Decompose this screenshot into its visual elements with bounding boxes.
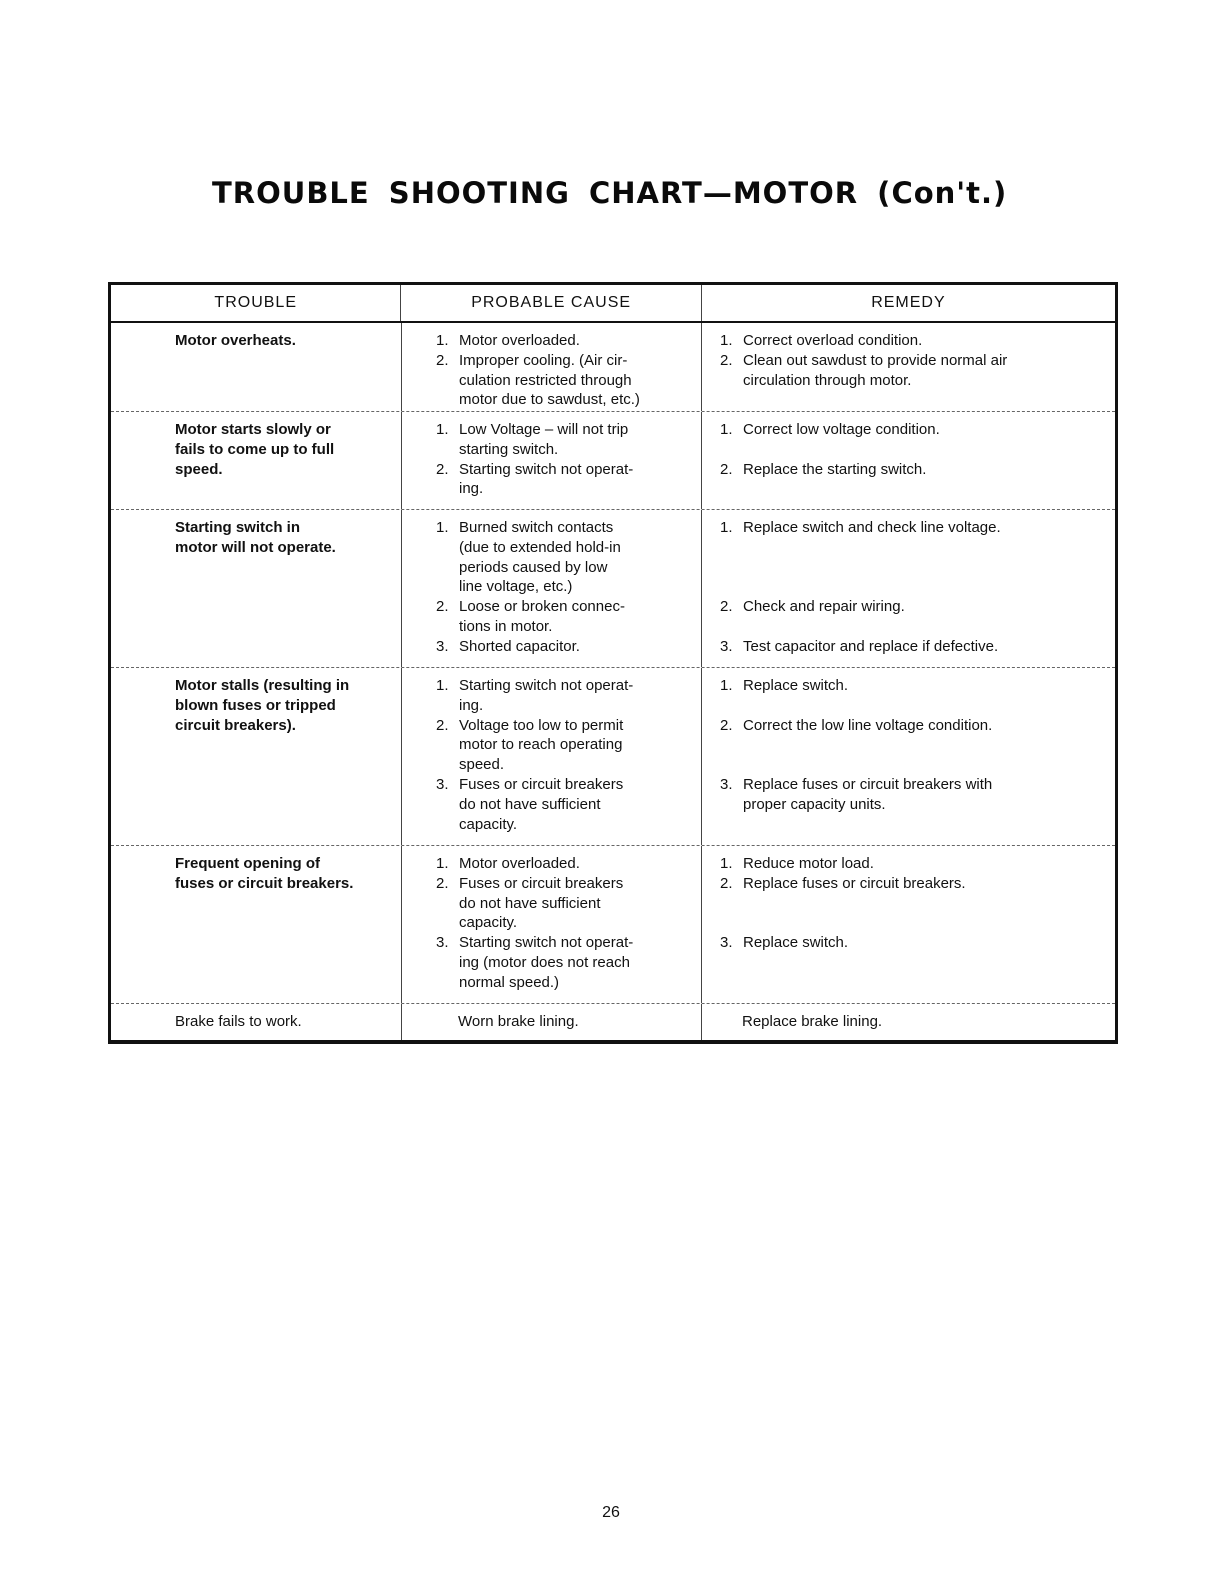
remedy-item: 3. Test capacitor and replace if defective.: [720, 637, 999, 655]
cause-text: Worn brake lining.: [458, 1013, 579, 1030]
trouble-text: Starting switch in motor will not operate.: [175, 519, 336, 556]
remedy-item: 2. Clean out sawdust to provide normal air circulation through motor.: [720, 351, 1008, 389]
remedy-item: 1. Reduce motor load.: [720, 855, 874, 872]
trouble-text: Motor stalls (resulting in blown fuses or tripped circuit breakers).: [175, 677, 350, 734]
table-row: [111, 1004, 1115, 1040]
cause-item: 2. Loose or broken connec- tions in motor.: [436, 598, 625, 635]
cause-item: 1. Motor overloaded.: [436, 332, 580, 349]
remedy-item: 1. Replace switch.: [720, 677, 849, 694]
cause-item: 1. Low Voltage – will not trip starting switch.: [436, 421, 629, 458]
cause-item: 3. Shorted capacitor.: [436, 637, 580, 655]
cause-item: 2. Voltage too low to permit motor to reach operating speed.: [436, 716, 624, 774]
trouble-shooting-table: [108, 282, 1118, 1044]
page-title: TROUBLE SHOOTING CHART—MOTOR (Con't.): [212, 176, 1008, 210]
remedy-item: 2. Replace the starting switch.: [720, 460, 927, 478]
table-row: [111, 846, 1115, 1004]
cause-item: 3. Fuses or circuit breakers do not have sufficient capacity.: [436, 775, 624, 833]
header-probable-cause: PROBABLE CAUSE: [400, 285, 700, 321]
cause-item: 1. Burned switch contacts (due to extended hold-in periods caused by low line voltage, etc.): [436, 519, 621, 596]
page-number: 26: [602, 1504, 620, 1521]
header-remedy: REMEDY: [701, 285, 1115, 321]
remedy-text: Replace brake lining.: [742, 1013, 883, 1030]
remedy-item: 1. Correct low voltage condition.: [720, 421, 940, 438]
remedy-item: 3. Replace fuses or circuit breakers with proper capacity units.: [720, 775, 993, 813]
remedy-item: 2. Correct the low line voltage condition.: [720, 716, 993, 734]
cause-item: 2. Improper cooling. (Air cir- culation restricted through motor due to sawdust, etc.): [436, 351, 640, 409]
table-header: [111, 285, 1115, 323]
cause-item: 1. Starting switch not operat- ing.: [436, 677, 634, 714]
remedy-item: 1. Replace switch and check line voltage.: [720, 519, 1001, 536]
remedy-item: 2. Check and repair wiring.: [720, 598, 905, 616]
trouble-text: Motor overheats.: [175, 332, 296, 349]
cause-item: 2. Fuses or circuit breakers do not have sufficient capacity.: [436, 874, 624, 932]
table-row: [111, 323, 1115, 412]
remedy-item: 3. Replace switch.: [720, 934, 849, 952]
header-trouble: TROUBLE: [214, 294, 297, 311]
trouble-text: Motor starts slowly or fails to come up to full speed.: [175, 421, 335, 478]
trouble-text: Brake fails to work.: [175, 1013, 302, 1030]
table-row: [111, 668, 1115, 846]
trouble-text: Frequent opening of fuses or circuit breakers.: [175, 855, 354, 892]
cause-item: 2. Starting switch not operat- ing.: [436, 460, 634, 498]
remedy-item: 1. Correct overload condition.: [720, 332, 923, 349]
table-row: [111, 510, 1115, 668]
remedy-item: 2. Replace fuses or circuit breakers.: [720, 874, 966, 892]
cause-item: 1. Motor overloaded.: [436, 855, 580, 872]
table-row: [111, 412, 1115, 510]
cause-item: 3. Starting switch not operat- ing (motor does not reach normal speed.): [436, 934, 634, 991]
